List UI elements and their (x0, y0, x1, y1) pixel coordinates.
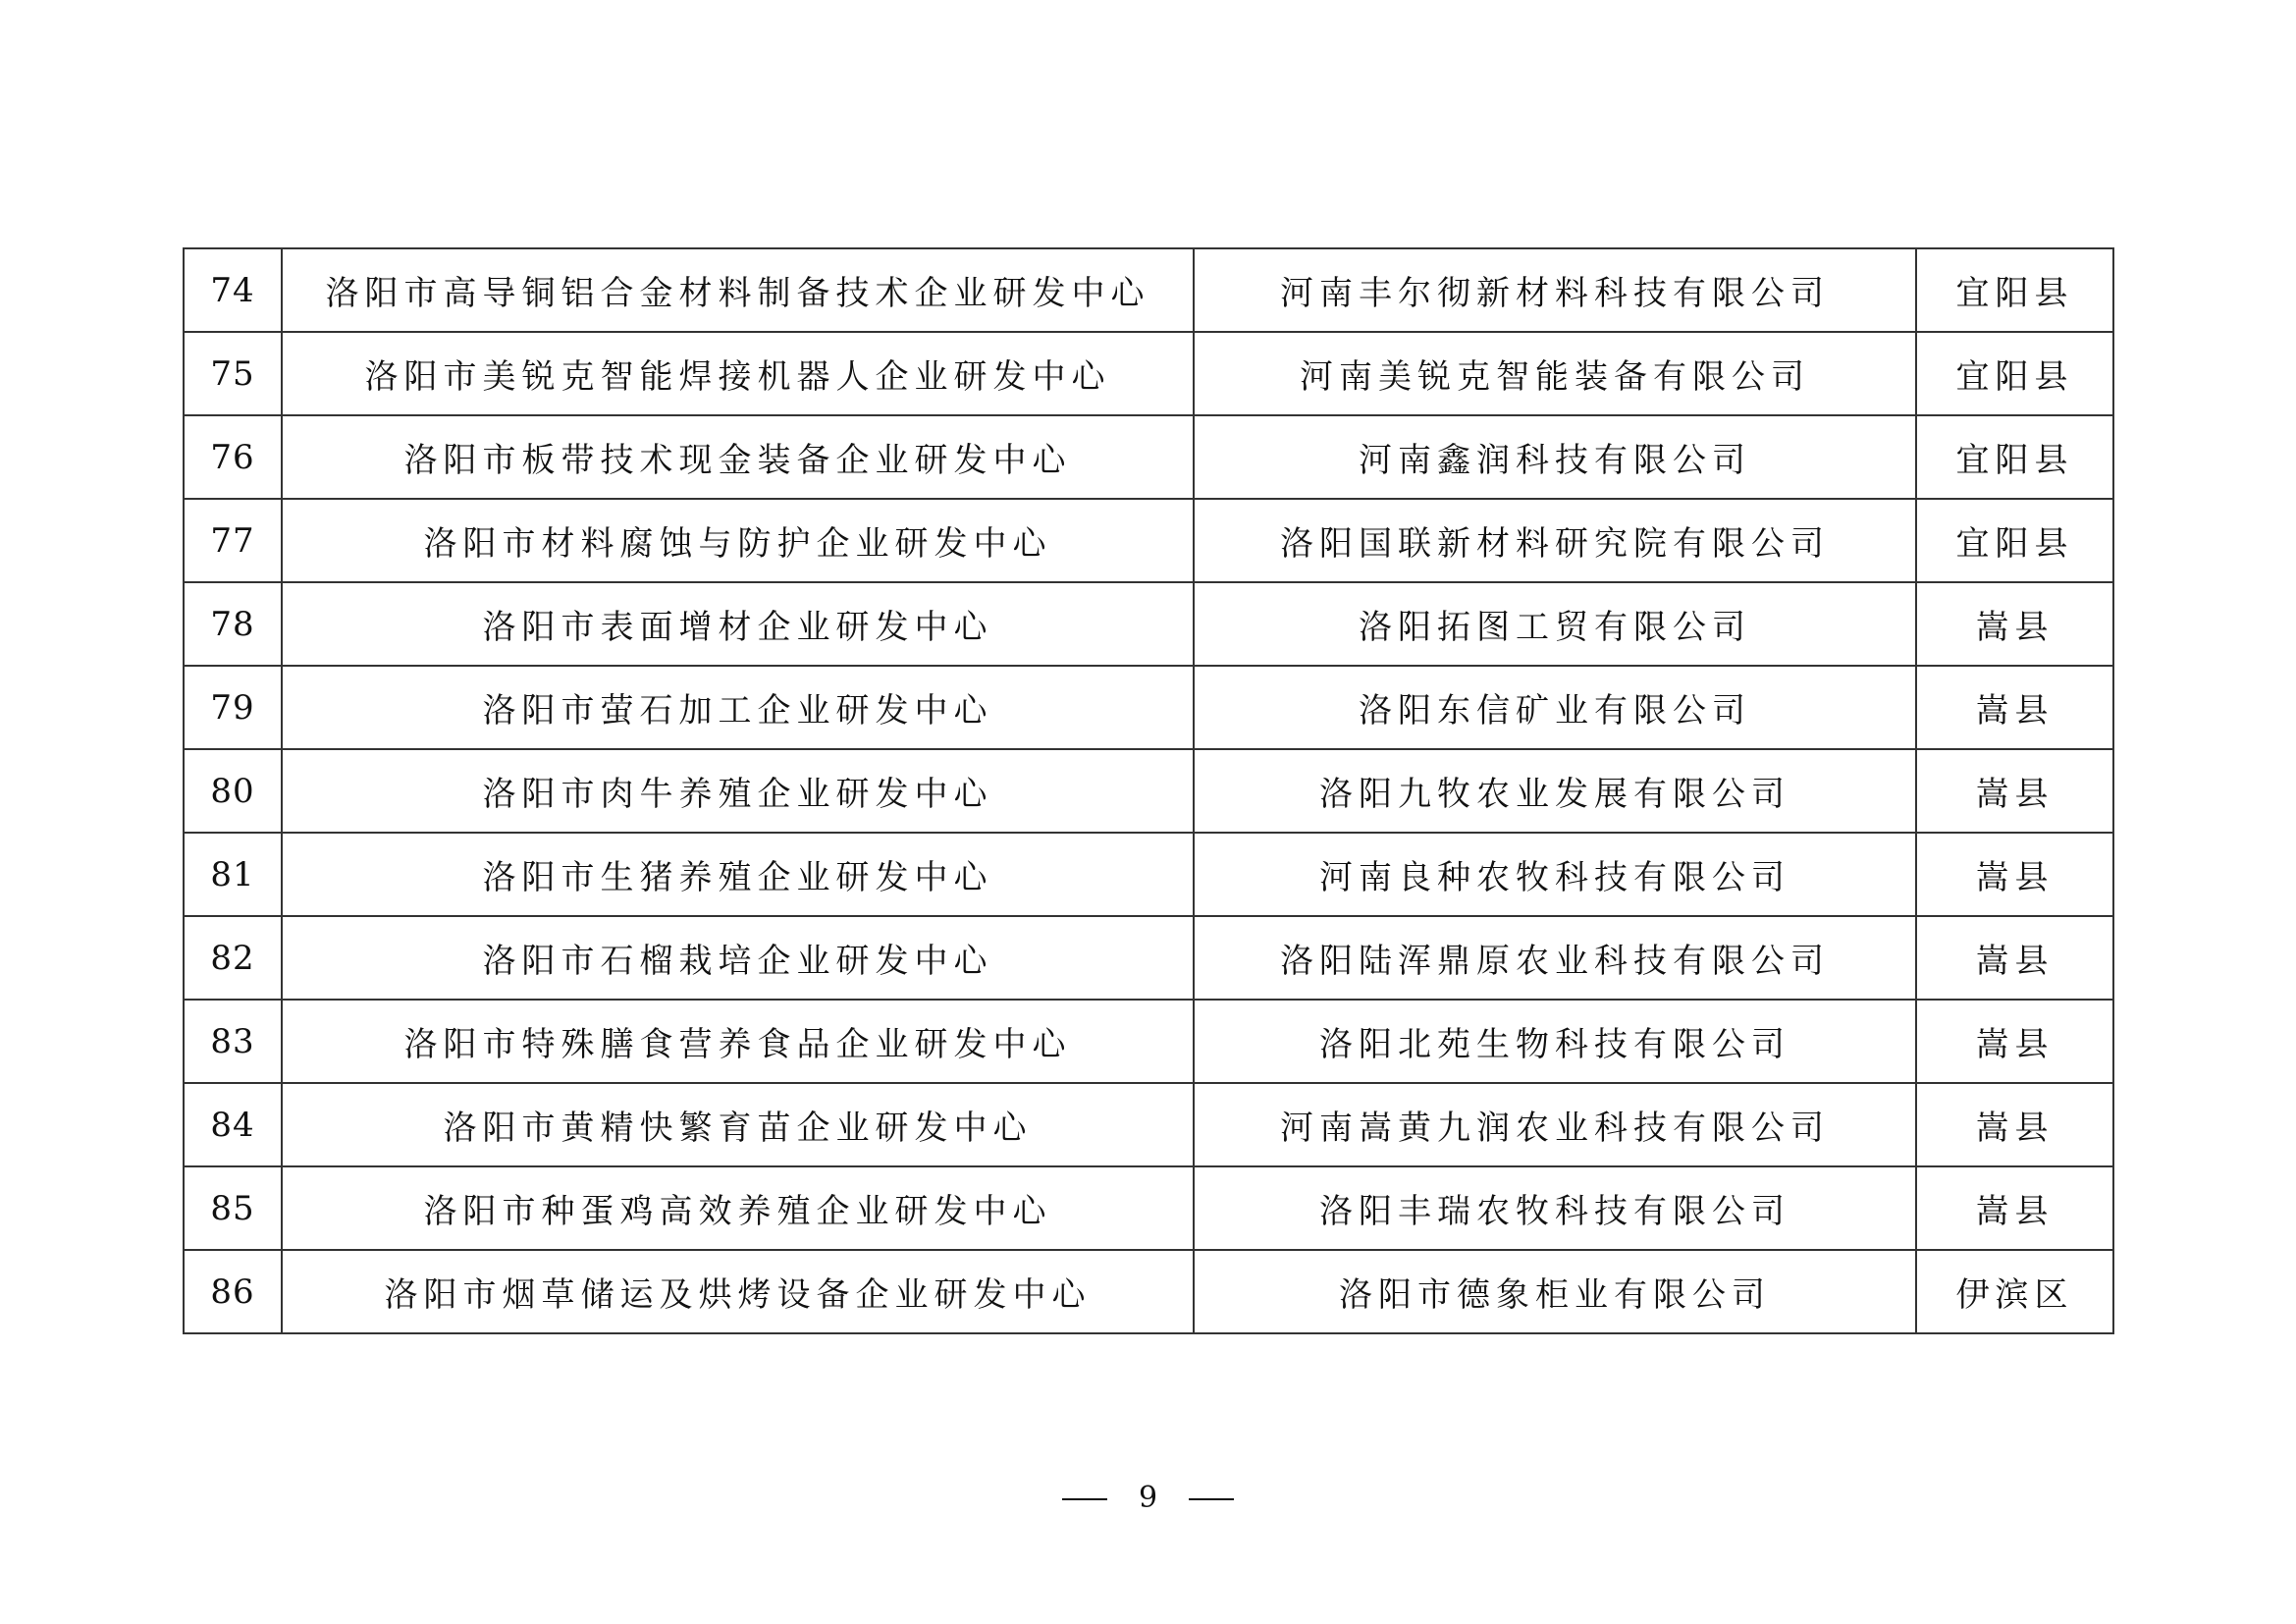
page-number: 9 (1138, 1481, 1158, 1515)
row-number-cell: 79 (184, 666, 282, 749)
table-row (184, 1166, 2113, 1250)
table-row (184, 1250, 2113, 1333)
table-row (184, 332, 2113, 415)
county-cell: 嵩县 (1916, 1000, 2113, 1083)
row-number-cell: 80 (184, 749, 282, 833)
rd-center-name-cell: 洛阳市高导铜铝合金材料制备技术企业研发中心 (282, 248, 1194, 332)
rd-center-name-cell: 洛阳市萤石加工企业研发中心 (282, 666, 1194, 749)
county-cell: 嵩县 (1916, 833, 2113, 916)
company-name-cell: 洛阳国联新材料研究院有限公司 (1194, 499, 1916, 582)
table-row (184, 415, 2113, 499)
row-number-cell: 81 (184, 833, 282, 916)
company-name-cell: 河南良种农牧科技有限公司 (1194, 833, 1916, 916)
rd-center-name-cell: 洛阳市表面增材企业研发中心 (282, 582, 1194, 666)
footer-dash-right (1189, 1498, 1234, 1500)
county-cell: 嵩县 (1916, 749, 2113, 833)
company-name-cell: 河南鑫润科技有限公司 (1194, 415, 1916, 499)
rd-center-name-cell: 洛阳市种蛋鸡高效养殖企业研发中心 (282, 1166, 1194, 1250)
company-name-cell: 洛阳丰瑞农牧科技有限公司 (1194, 1166, 1916, 1250)
row-number-cell: 74 (184, 248, 282, 332)
row-number-cell: 78 (184, 582, 282, 666)
rd-center-name-cell: 洛阳市肉牛养殖企业研发中心 (282, 749, 1194, 833)
company-name-cell: 河南嵩黄九润农业科技有限公司 (1194, 1083, 1916, 1166)
county-cell: 嵩县 (1916, 582, 2113, 666)
table-row (184, 666, 2113, 749)
company-name-cell: 河南美锐克智能装备有限公司 (1194, 332, 1916, 415)
company-name-cell: 洛阳东信矿业有限公司 (1194, 666, 1916, 749)
rd-center-name-cell: 洛阳市烟草储运及烘烤设备企业研发中心 (282, 1250, 1194, 1333)
county-cell: 宜阳县 (1916, 332, 2113, 415)
table-body (184, 248, 2113, 1333)
table-row (184, 916, 2113, 1000)
page-footer (0, 1481, 2296, 1515)
rd-center-name-cell: 洛阳市生猪养殖企业研发中心 (282, 833, 1194, 916)
company-name-cell: 洛阳陆浑鼎原农业科技有限公司 (1194, 916, 1916, 1000)
rd-center-table (183, 247, 2114, 1334)
row-number-cell: 75 (184, 332, 282, 415)
table-row (184, 749, 2113, 833)
company-name-cell: 洛阳北苑生物科技有限公司 (1194, 1000, 1916, 1083)
rd-center-name-cell: 洛阳市特殊膳食营养食品企业研发中心 (282, 1000, 1194, 1083)
county-cell: 伊滨区 (1916, 1250, 2113, 1333)
table-row (184, 499, 2113, 582)
rd-center-name-cell: 洛阳市黄精快繁育苗企业研发中心 (282, 1083, 1194, 1166)
table-row (184, 833, 2113, 916)
row-number-cell: 84 (184, 1083, 282, 1166)
row-number-cell: 83 (184, 1000, 282, 1083)
company-name-cell: 洛阳拓图工贸有限公司 (1194, 582, 1916, 666)
rd-center-name-cell: 洛阳市石榴栽培企业研发中心 (282, 916, 1194, 1000)
county-cell: 嵩县 (1916, 666, 2113, 749)
company-name-cell: 河南丰尔彻新材料科技有限公司 (1194, 248, 1916, 332)
company-name-cell: 洛阳九牧农业发展有限公司 (1194, 749, 1916, 833)
row-number-cell: 77 (184, 499, 282, 582)
county-cell: 宜阳县 (1916, 415, 2113, 499)
rd-center-name-cell: 洛阳市板带技术现金装备企业研发中心 (282, 415, 1194, 499)
company-name-cell: 洛阳市德象柜业有限公司 (1194, 1250, 1916, 1333)
table-row (184, 1000, 2113, 1083)
county-cell: 嵩县 (1916, 916, 2113, 1000)
row-number-cell: 82 (184, 916, 282, 1000)
rd-center-name-cell: 洛阳市美锐克智能焊接机器人企业研发中心 (282, 332, 1194, 415)
table-row (184, 248, 2113, 332)
county-cell: 宜阳县 (1916, 248, 2113, 332)
table-row (184, 1083, 2113, 1166)
rd-center-name-cell: 洛阳市材料腐蚀与防护企业研发中心 (282, 499, 1194, 582)
county-cell: 嵩县 (1916, 1166, 2113, 1250)
county-cell: 宜阳县 (1916, 499, 2113, 582)
row-number-cell: 85 (184, 1166, 282, 1250)
row-number-cell: 76 (184, 415, 282, 499)
county-cell: 嵩县 (1916, 1083, 2113, 1166)
footer-dash-left (1062, 1498, 1107, 1500)
row-number-cell: 86 (184, 1250, 282, 1333)
table-row (184, 582, 2113, 666)
